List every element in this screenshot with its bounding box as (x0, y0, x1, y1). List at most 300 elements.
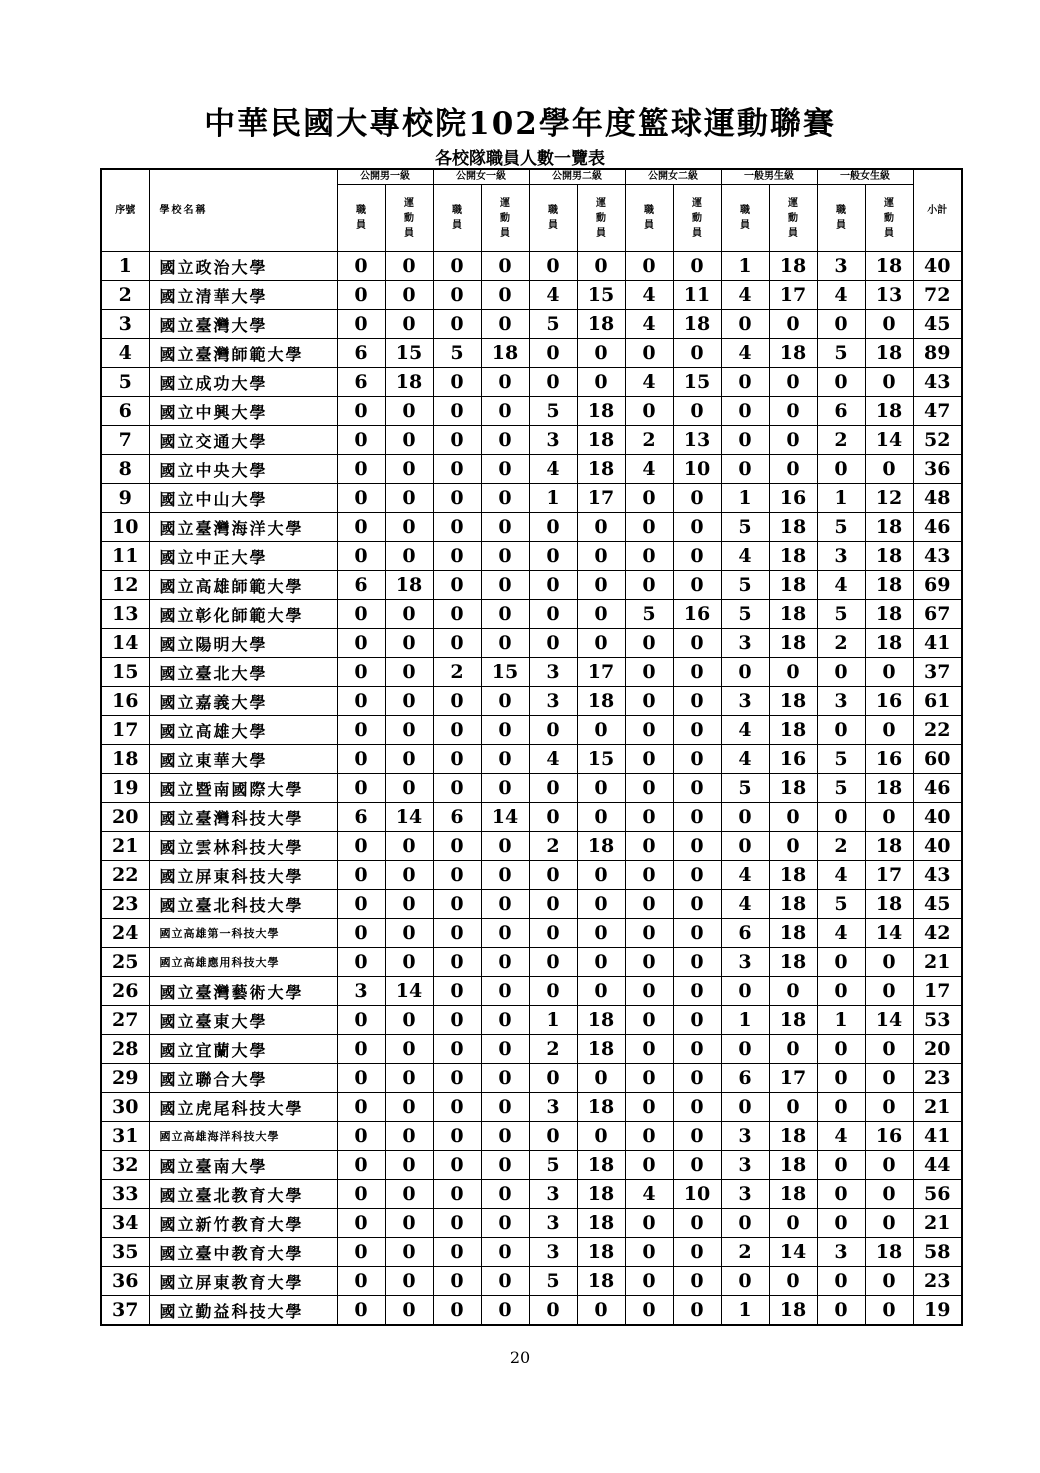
athlete-count: 0 (865, 1093, 913, 1122)
staff-count: 4 (817, 919, 865, 948)
table-row (101, 774, 962, 803)
staff-count: 0 (721, 397, 769, 426)
athlete-count: 0 (481, 745, 529, 774)
staff-count: 0 (433, 948, 481, 977)
staff-count: 5 (721, 774, 769, 803)
header-group: 公開女二級 (625, 169, 721, 185)
athlete-count: 18 (673, 310, 721, 339)
athlete-count: 0 (673, 948, 721, 977)
athlete-count: 0 (577, 861, 625, 890)
school-name: 國立陽明大學 (149, 629, 337, 658)
school-name: 國立高雄第一科技大學 (149, 919, 337, 948)
staff-count: 4 (721, 861, 769, 890)
roster-table (100, 168, 963, 1326)
row-total: 45 (913, 310, 962, 339)
athlete-count: 0 (481, 948, 529, 977)
school-name: 國立中正大學 (149, 542, 337, 571)
athlete-count: 0 (481, 426, 529, 455)
athlete-count: 0 (385, 310, 433, 339)
staff-count: 0 (721, 1093, 769, 1122)
athlete-count: 0 (577, 600, 625, 629)
athlete-count: 18 (769, 571, 817, 600)
staff-count: 0 (817, 948, 865, 977)
staff-count: 4 (529, 745, 577, 774)
athlete-count: 0 (481, 1035, 529, 1064)
staff-count: 0 (625, 1006, 673, 1035)
row-total: 67 (913, 600, 962, 629)
athlete-count: 17 (865, 861, 913, 890)
table-row (101, 368, 962, 397)
header-staff: 職 員 (817, 185, 865, 252)
staff-count: 6 (337, 339, 385, 368)
staff-count: 6 (337, 368, 385, 397)
header-group: 公開男一級 (337, 169, 433, 185)
staff-count: 5 (721, 600, 769, 629)
staff-count: 6 (433, 803, 481, 832)
athlete-count: 18 (769, 1006, 817, 1035)
school-name: 國立中央大學 (149, 455, 337, 484)
row-number: 28 (101, 1035, 149, 1064)
staff-count: 0 (433, 368, 481, 397)
staff-count: 0 (625, 658, 673, 687)
staff-count: 0 (433, 542, 481, 571)
athlete-count: 0 (481, 687, 529, 716)
school-name: 國立臺中教育大學 (149, 1238, 337, 1267)
athlete-count: 17 (577, 484, 625, 513)
staff-count: 3 (721, 629, 769, 658)
staff-count: 5 (817, 890, 865, 919)
table-row (101, 890, 962, 919)
header-staff: 職 員 (721, 185, 769, 252)
athlete-count: 18 (865, 397, 913, 426)
staff-count: 0 (433, 513, 481, 542)
staff-count: 4 (721, 890, 769, 919)
staff-count: 5 (721, 571, 769, 600)
staff-count: 0 (337, 310, 385, 339)
athlete-count: 0 (673, 397, 721, 426)
row-total: 21 (913, 948, 962, 977)
table-row (101, 281, 962, 310)
staff-count: 0 (433, 774, 481, 803)
staff-count: 4 (625, 368, 673, 397)
staff-count: 0 (529, 339, 577, 368)
table-row (101, 513, 962, 542)
athlete-count: 18 (865, 832, 913, 861)
athlete-count: 18 (865, 890, 913, 919)
row-number: 6 (101, 397, 149, 426)
athlete-count: 0 (865, 948, 913, 977)
athlete-count: 0 (481, 310, 529, 339)
table-row (101, 455, 962, 484)
row-total: 46 (913, 774, 962, 803)
staff-count: 5 (721, 513, 769, 542)
row-number: 27 (101, 1006, 149, 1035)
athlete-count: 0 (577, 1064, 625, 1093)
staff-count: 0 (337, 513, 385, 542)
staff-count: 0 (337, 397, 385, 426)
athlete-count: 18 (769, 716, 817, 745)
staff-count: 0 (433, 1151, 481, 1180)
athlete-count: 18 (769, 339, 817, 368)
athlete-count: 16 (769, 484, 817, 513)
row-number: 26 (101, 977, 149, 1006)
athlete-count: 0 (673, 1122, 721, 1151)
athlete-count: 13 (673, 426, 721, 455)
athlete-count: 0 (481, 281, 529, 310)
table-row (101, 600, 962, 629)
staff-count: 0 (337, 948, 385, 977)
school-name: 國立屏東教育大學 (149, 1267, 337, 1296)
staff-count: 5 (817, 513, 865, 542)
athlete-count: 0 (673, 1035, 721, 1064)
row-number: 32 (101, 1151, 149, 1180)
staff-count: 3 (529, 658, 577, 687)
row-total: 43 (913, 861, 962, 890)
athlete-count: 0 (481, 600, 529, 629)
staff-count: 0 (817, 716, 865, 745)
athlete-count: 0 (577, 252, 625, 281)
athlete-count: 18 (865, 513, 913, 542)
header-school: 學校名稱 (149, 169, 337, 252)
school-name: 國立高雄海洋科技大學 (149, 1122, 337, 1151)
staff-count: 0 (529, 948, 577, 977)
header-staff: 職 員 (433, 185, 481, 252)
staff-count: 6 (721, 1064, 769, 1093)
athlete-count: 0 (673, 542, 721, 571)
staff-count: 2 (817, 426, 865, 455)
athlete-count: 0 (769, 832, 817, 861)
athlete-count: 0 (865, 368, 913, 397)
row-number: 15 (101, 658, 149, 687)
staff-count: 0 (817, 658, 865, 687)
school-name: 國立屏東科技大學 (149, 861, 337, 890)
staff-count: 0 (337, 716, 385, 745)
athlete-count: 0 (481, 832, 529, 861)
school-name: 國立高雄大學 (149, 716, 337, 745)
athlete-count: 0 (385, 629, 433, 658)
row-total: 52 (913, 426, 962, 455)
row-total: 53 (913, 1006, 962, 1035)
staff-count: 0 (817, 1267, 865, 1296)
athlete-count: 12 (865, 484, 913, 513)
staff-count: 6 (817, 397, 865, 426)
staff-count: 5 (529, 1267, 577, 1296)
athlete-count: 10 (673, 455, 721, 484)
staff-count: 0 (625, 1151, 673, 1180)
athlete-count: 18 (769, 1296, 817, 1326)
row-total: 43 (913, 368, 962, 397)
staff-count: 0 (433, 484, 481, 513)
staff-count: 0 (337, 1064, 385, 1093)
page-number: 20 (509, 1348, 531, 1367)
staff-count: 3 (529, 1238, 577, 1267)
staff-count: 0 (337, 774, 385, 803)
table-row (101, 629, 962, 658)
staff-count: 0 (337, 600, 385, 629)
athlete-count: 0 (673, 658, 721, 687)
athlete-count: 0 (385, 1296, 433, 1326)
athlete-count: 18 (769, 629, 817, 658)
school-name: 國立虎尾科技大學 (149, 1093, 337, 1122)
table-row (101, 1064, 962, 1093)
header-staff: 職 員 (337, 185, 385, 252)
staff-count: 1 (529, 1006, 577, 1035)
header-athlete: 運 動 員 (577, 185, 625, 252)
athlete-count: 18 (865, 1238, 913, 1267)
school-name: 國立臺北教育大學 (149, 1180, 337, 1209)
header-athlete: 運 動 員 (385, 185, 433, 252)
staff-count: 0 (625, 832, 673, 861)
athlete-count: 18 (481, 339, 529, 368)
athlete-count: 18 (577, 1180, 625, 1209)
athlete-count: 0 (673, 803, 721, 832)
athlete-count: 0 (385, 1122, 433, 1151)
athlete-count: 0 (385, 1151, 433, 1180)
staff-count: 0 (817, 1296, 865, 1326)
staff-count: 0 (433, 1006, 481, 1035)
staff-count: 0 (433, 1180, 481, 1209)
staff-count: 5 (817, 774, 865, 803)
row-total: 60 (913, 745, 962, 774)
staff-count: 0 (433, 1035, 481, 1064)
row-total: 40 (913, 832, 962, 861)
staff-count: 0 (529, 1122, 577, 1151)
athlete-count: 18 (865, 542, 913, 571)
staff-count: 0 (625, 1267, 673, 1296)
staff-count: 0 (625, 1093, 673, 1122)
row-total: 22 (913, 716, 962, 745)
staff-count: 4 (721, 745, 769, 774)
athlete-count: 0 (481, 716, 529, 745)
staff-count: 0 (625, 803, 673, 832)
staff-count: 3 (721, 687, 769, 716)
staff-count: 0 (721, 832, 769, 861)
staff-count: 4 (529, 281, 577, 310)
athlete-count: 0 (481, 1006, 529, 1035)
row-number: 8 (101, 455, 149, 484)
staff-count: 0 (337, 745, 385, 774)
athlete-count: 18 (865, 339, 913, 368)
table-row (101, 745, 962, 774)
row-number: 36 (101, 1267, 149, 1296)
staff-count: 0 (625, 1238, 673, 1267)
staff-count: 3 (529, 687, 577, 716)
staff-count: 3 (817, 542, 865, 571)
athlete-count: 0 (769, 1093, 817, 1122)
staff-count: 0 (529, 890, 577, 919)
athlete-count: 17 (577, 658, 625, 687)
row-total: 45 (913, 890, 962, 919)
athlete-count: 18 (769, 1180, 817, 1209)
staff-count: 1 (529, 484, 577, 513)
staff-count: 0 (337, 484, 385, 513)
staff-count: 6 (721, 919, 769, 948)
staff-count: 1 (721, 252, 769, 281)
athlete-count: 0 (769, 803, 817, 832)
athlete-count: 0 (385, 716, 433, 745)
school-name: 國立臺灣海洋大學 (149, 513, 337, 542)
athlete-count: 18 (577, 1151, 625, 1180)
school-name: 國立勤益科技大學 (149, 1296, 337, 1326)
staff-count: 0 (529, 368, 577, 397)
staff-count: 0 (721, 455, 769, 484)
staff-count: 0 (625, 977, 673, 1006)
table-row (101, 252, 962, 281)
staff-count: 0 (337, 542, 385, 571)
staff-count: 2 (817, 629, 865, 658)
staff-count: 0 (433, 1093, 481, 1122)
athlete-count: 0 (673, 861, 721, 890)
row-total: 56 (913, 1180, 962, 1209)
athlete-count: 0 (865, 716, 913, 745)
staff-count: 0 (337, 1122, 385, 1151)
staff-count: 5 (817, 745, 865, 774)
athlete-count: 14 (865, 1006, 913, 1035)
staff-count: 0 (433, 426, 481, 455)
staff-count: 0 (625, 513, 673, 542)
row-number: 29 (101, 1064, 149, 1093)
row-number: 37 (101, 1296, 149, 1326)
athlete-count: 0 (673, 484, 721, 513)
school-name: 國立雲林科技大學 (149, 832, 337, 861)
header-total: 小計 (913, 169, 962, 252)
staff-count: 0 (529, 600, 577, 629)
athlete-count: 0 (385, 861, 433, 890)
athlete-count: 0 (673, 745, 721, 774)
row-number: 34 (101, 1209, 149, 1238)
header-group: 公開男二級 (529, 169, 625, 185)
staff-count: 0 (625, 919, 673, 948)
staff-count: 3 (529, 1209, 577, 1238)
school-name: 國立臺南大學 (149, 1151, 337, 1180)
athlete-count: 18 (769, 774, 817, 803)
athlete-count: 0 (673, 774, 721, 803)
staff-count: 0 (625, 774, 673, 803)
staff-count: 0 (817, 1209, 865, 1238)
staff-count: 1 (817, 1006, 865, 1035)
staff-count: 0 (433, 455, 481, 484)
athlete-count: 0 (865, 1064, 913, 1093)
staff-count: 5 (529, 1151, 577, 1180)
staff-count: 0 (817, 1151, 865, 1180)
athlete-count: 0 (577, 1296, 625, 1326)
staff-count: 0 (625, 252, 673, 281)
staff-count: 0 (337, 1296, 385, 1326)
athlete-count: 16 (865, 1122, 913, 1151)
row-number: 31 (101, 1122, 149, 1151)
athlete-count: 0 (865, 455, 913, 484)
header-athlete: 運 動 員 (481, 185, 529, 252)
staff-count: 0 (433, 716, 481, 745)
staff-count: 0 (529, 542, 577, 571)
staff-count: 0 (337, 1093, 385, 1122)
athlete-count: 0 (481, 774, 529, 803)
athlete-count: 0 (481, 1238, 529, 1267)
staff-count: 5 (433, 339, 481, 368)
athlete-count: 0 (481, 919, 529, 948)
athlete-count: 0 (577, 716, 625, 745)
athlete-count: 0 (385, 832, 433, 861)
athlete-count: 18 (769, 252, 817, 281)
staff-count: 0 (433, 861, 481, 890)
athlete-count: 0 (577, 339, 625, 368)
athlete-count: 0 (577, 774, 625, 803)
staff-count: 0 (625, 1122, 673, 1151)
athlete-count: 0 (577, 629, 625, 658)
staff-count: 0 (337, 658, 385, 687)
athlete-count: 0 (481, 484, 529, 513)
athlete-count: 18 (577, 1238, 625, 1267)
table-row (101, 658, 962, 687)
staff-count: 0 (337, 1035, 385, 1064)
athlete-count: 18 (769, 861, 817, 890)
row-number: 23 (101, 890, 149, 919)
athlete-count: 0 (673, 687, 721, 716)
header-athlete: 運 動 員 (865, 185, 913, 252)
athlete-count: 0 (673, 1006, 721, 1035)
athlete-count: 18 (577, 397, 625, 426)
school-name: 國立臺北大學 (149, 658, 337, 687)
athlete-count: 14 (865, 426, 913, 455)
athlete-count: 0 (481, 513, 529, 542)
header-staff: 職 員 (529, 185, 577, 252)
header-group: 一般女生級 (817, 169, 913, 185)
athlete-count: 0 (673, 890, 721, 919)
row-number: 2 (101, 281, 149, 310)
staff-count: 0 (721, 1209, 769, 1238)
athlete-count: 14 (481, 803, 529, 832)
athlete-count: 0 (865, 1209, 913, 1238)
row-number: 17 (101, 716, 149, 745)
athlete-count: 14 (385, 803, 433, 832)
athlete-count: 18 (577, 687, 625, 716)
athlete-count: 10 (673, 1180, 721, 1209)
table-row (101, 1238, 962, 1267)
school-name: 國立臺灣師範大學 (149, 339, 337, 368)
row-total: 23 (913, 1267, 962, 1296)
staff-count: 4 (721, 542, 769, 571)
staff-count: 4 (625, 455, 673, 484)
athlete-count: 0 (673, 832, 721, 861)
staff-count: 0 (529, 977, 577, 1006)
athlete-count: 15 (577, 745, 625, 774)
athlete-count: 0 (481, 1064, 529, 1093)
staff-count: 0 (433, 310, 481, 339)
athlete-count: 17 (769, 281, 817, 310)
athlete-count: 0 (481, 890, 529, 919)
staff-count: 3 (817, 1238, 865, 1267)
school-name: 國立高雄師範大學 (149, 571, 337, 600)
athlete-count: 0 (769, 426, 817, 455)
athlete-count: 0 (481, 368, 529, 397)
athlete-count: 0 (673, 1238, 721, 1267)
athlete-count: 0 (481, 455, 529, 484)
athlete-count: 0 (577, 803, 625, 832)
school-name: 國立清華大學 (149, 281, 337, 310)
athlete-count: 0 (385, 455, 433, 484)
staff-count: 0 (625, 1035, 673, 1064)
staff-count: 0 (721, 1267, 769, 1296)
athlete-count: 0 (673, 513, 721, 542)
staff-count: 6 (337, 571, 385, 600)
table-row (101, 310, 962, 339)
athlete-count: 18 (577, 310, 625, 339)
row-number: 35 (101, 1238, 149, 1267)
staff-count: 4 (817, 281, 865, 310)
staff-count: 4 (721, 339, 769, 368)
athlete-count: 18 (385, 571, 433, 600)
school-name: 國立成功大學 (149, 368, 337, 397)
